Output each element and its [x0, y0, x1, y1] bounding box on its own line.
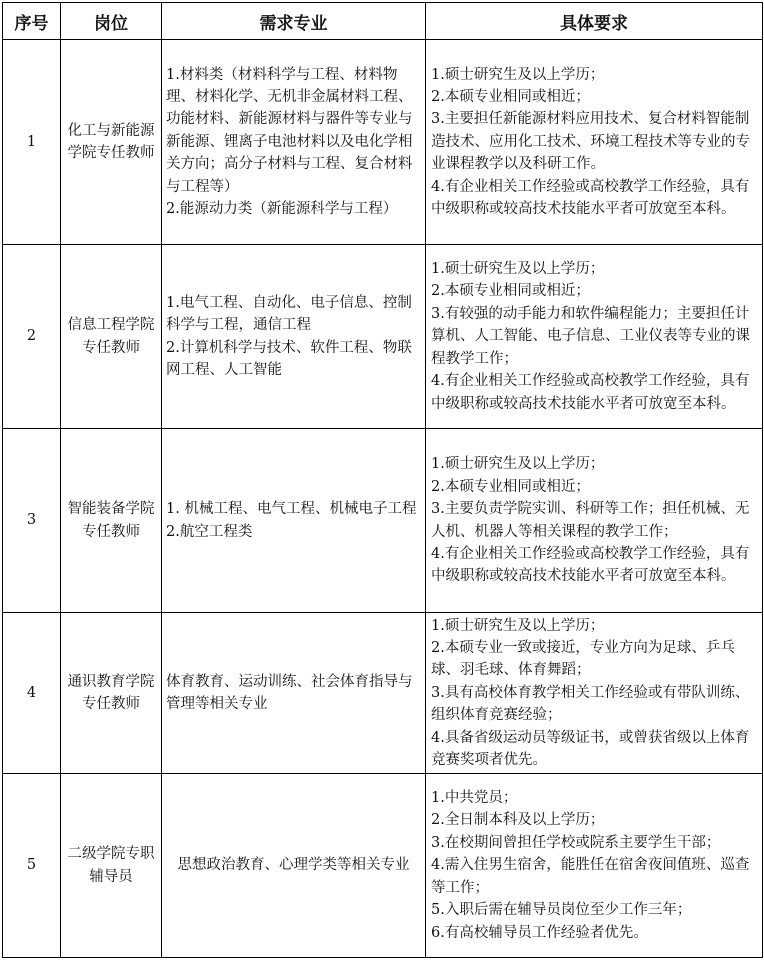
row-index: 4	[3, 613, 61, 774]
table-row	[3, 613, 763, 774]
row-position: 通识教育学院专任教师	[61, 613, 162, 774]
requirement-item: 4.需入住男生宿舍，能胜任在宿舍夜间值班、巡查等工作；	[431, 857, 750, 896]
header-major: 需求专业	[162, 3, 426, 40]
table-row	[3, 774, 763, 958]
requirement-item: 2.本硕专业相同或相近；	[431, 478, 590, 495]
row-requirements	[426, 40, 763, 245]
requirement-item: 4.有企业相关工作经验或高校教学工作经验，具有中级职称或较高技术技能水平者可放宽至本科。	[431, 545, 750, 585]
row-index: 5	[3, 774, 61, 958]
requirement-item: 1.硕士研究生及以上学历；	[431, 261, 605, 278]
recruitment-table	[2, 2, 763, 958]
requirement-item: 4.具备省级运动员等级证书，或曾获省级以上体育竞赛奖项者优先。	[431, 729, 750, 769]
major-line: 1.材料类（材料科学与工程、材料物理、材料化学、无机非金属材料工程、功能材料、新能源材料与器件等专业与新能源、锂离子电池材料以及电化学相关方向；高分子材料与工程、复合材料与工程等） 2.能源动力类（新能源科学与工程）	[166, 66, 413, 218]
table-row	[3, 40, 763, 245]
row-index: 3	[3, 429, 61, 613]
row-position: 二级学院专职辅导员	[61, 774, 162, 958]
requirement-item: 3.有较强的动手能力和软件编程能力；主要担任计算机、人工智能、电子信息、工业仪表等专业的课程教学工作；	[431, 305, 750, 367]
row-requirements	[426, 245, 763, 429]
row-requirements	[426, 613, 763, 774]
row-requirements	[426, 429, 763, 613]
major-line: 1.电气工程、自动化、电子信息、控制科学与工程，通信工程 2.计算机科学与技术、软件工程、物联网工程、人工智能	[166, 294, 412, 378]
row-position: 智能装备学院专任教师	[61, 429, 162, 613]
requirement-item: 6.有高校辅导员工作经验者优先。	[431, 924, 648, 941]
row-major	[162, 429, 426, 613]
requirement-item: 2.本硕专业相同或相近；	[431, 283, 590, 300]
header-requirements: 具体要求	[426, 3, 763, 40]
table-row	[3, 245, 763, 429]
requirement-item: 5.入职后需在辅导员岗位至少工作三年；	[431, 902, 692, 919]
row-major	[162, 245, 426, 429]
requirement-item: 1.硕士研究生及以上学历；	[431, 617, 605, 634]
row-index: 2	[3, 245, 61, 429]
row-major	[162, 40, 426, 245]
row-major	[162, 613, 426, 774]
requirement-item: 1.硕士研究生及以上学历；	[431, 456, 605, 473]
requirement-item: 2.本硕专业一致或接近，专业方向为足球、乒乓球、羽毛球、体育舞蹈；	[431, 639, 735, 679]
row-position: 化工与新能源学院专任教师	[61, 40, 162, 245]
major-line: 思想政治教育、心理学类等相关专业	[177, 857, 410, 874]
row-position: 信息工程学院专任教师	[61, 245, 162, 429]
requirement-item: 2.全日制本科及以上学历；	[431, 812, 605, 829]
requirement-item: 3.具有高校体育教学相关工作经验或有带队训练、组织体育竞赛经验；	[431, 684, 750, 724]
row-major	[162, 774, 426, 958]
requirement-item: 3.主要担任新能源材料应用技术、复合材料智能制造技术、应用化工技术、环境工程技术等专业的专业课程教学以及科研工作。	[431, 111, 750, 173]
requirement-item: 4.有企业相关工作经验或高校教学工作经验，具有中级职称或较高技术技能水平者可放宽至本科。	[431, 373, 750, 412]
requirement-item: 2.本硕专业相同或相近；	[431, 88, 590, 105]
major-line: 1. 机械工程、电气工程、机械电子工程 2.航空工程类	[166, 501, 417, 540]
header-row	[3, 3, 763, 40]
row-requirements	[426, 774, 763, 958]
requirement-item: 3.主要负责学院实训、科研等工作；担任机械、无人机、机器人等相关课程的教学工作；	[431, 501, 750, 540]
header-index: 序号	[3, 3, 61, 40]
major-line: 体育教育、运动训练、社会体育指导与管理等相关专业	[166, 673, 413, 712]
header-position: 岗位	[61, 3, 162, 40]
table-row	[3, 429, 763, 613]
requirement-item: 3.在校期间曾担任学校或院系主要学生干部；	[431, 834, 721, 851]
requirement-item: 4.有企业相关工作经验或高校教学工作经验，具有中级职称或较高技术技能水平者可放宽至本科。	[431, 178, 750, 218]
requirement-item: 1.硕士研究生及以上学历；	[431, 66, 605, 83]
row-index: 1	[3, 40, 61, 245]
requirement-item: 1.中共党员；	[431, 790, 518, 807]
